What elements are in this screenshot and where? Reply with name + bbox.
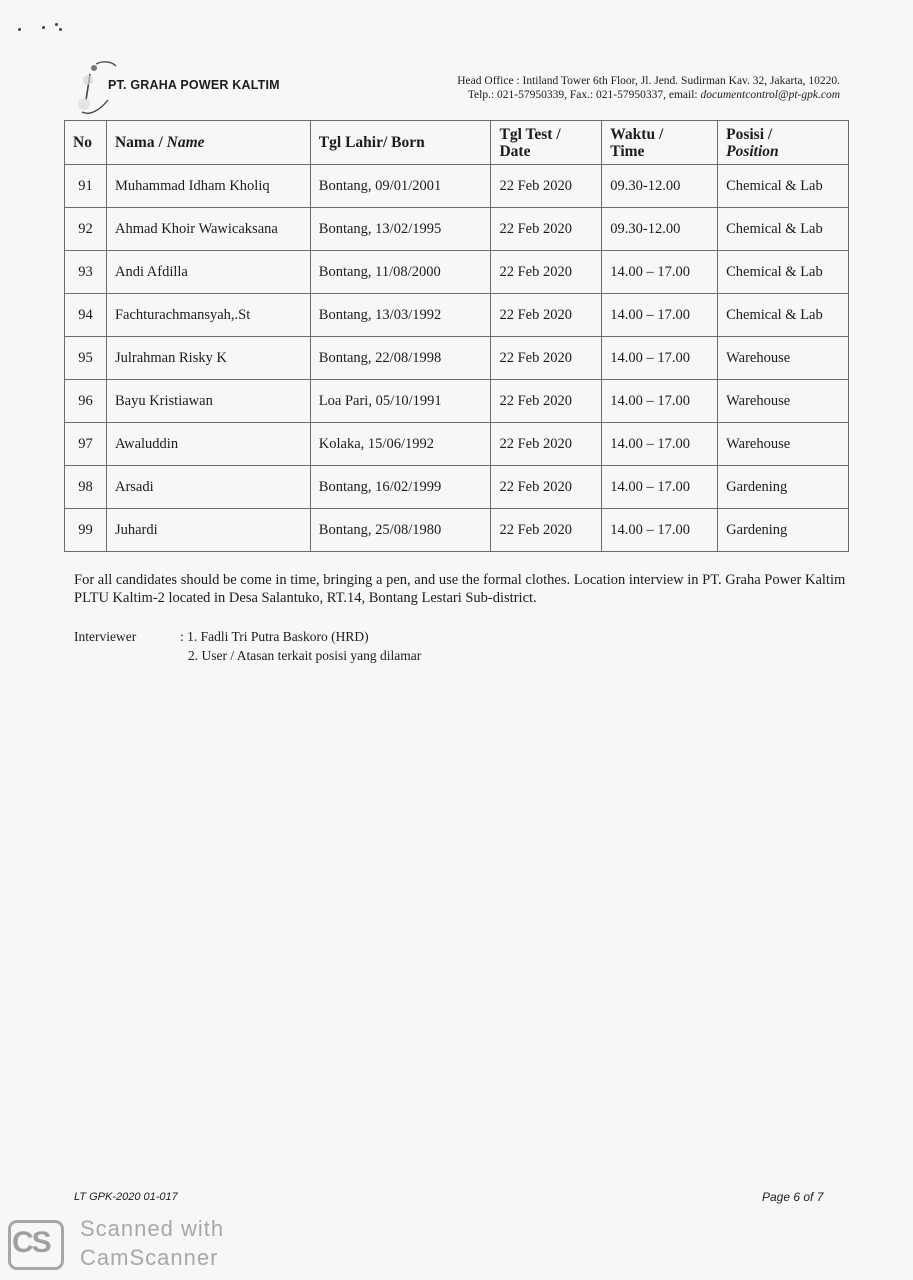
cell-no: 94 <box>65 294 107 337</box>
cell-time: 14.00 – 17.00 <box>602 423 718 466</box>
column-header-name <box>106 121 310 165</box>
cell-time: 09.30-12.00 <box>602 208 718 251</box>
table-row <box>65 337 849 380</box>
cell-time: 14.00 – 17.00 <box>602 294 718 337</box>
cell-born: Bontang, 13/03/1992 <box>310 294 491 337</box>
page-number: Page 6 of 7 <box>762 1190 824 1204</box>
table-header-row <box>65 121 849 165</box>
column-header-date-en: Date <box>499 142 531 160</box>
cell-time: 09.30-12.00 <box>602 165 718 208</box>
office-address-line: Head Office : Intiland Tower 6th Floor, Jl. Jend. Sudirman Kav. 32, Jakarta, 10220. <box>457 75 840 87</box>
cell-name: Bayu Kristiawan <box>106 380 310 423</box>
cell-name: Muhammad Idham Kholiq <box>106 165 310 208</box>
cell-date: 22 Feb 2020 <box>491 466 602 509</box>
column-header-no: No <box>65 121 107 165</box>
table-row <box>65 380 849 423</box>
cell-time: 14.00 – 17.00 <box>602 337 718 380</box>
cell-born: Bontang, 11/08/2000 <box>310 251 491 294</box>
column-header-date-id: Tgl Test / <box>499 125 561 143</box>
cell-position: Warehouse <box>718 423 849 466</box>
table-row <box>65 423 849 466</box>
cell-born: Bontang, 22/08/1998 <box>310 337 491 380</box>
head-office-address <box>457 74 840 102</box>
cell-born: Loa Pari, 05/10/1991 <box>310 380 491 423</box>
cell-time: 14.00 – 17.00 <box>602 509 718 552</box>
cell-name: Ahmad Khoir Wawicaksana <box>106 208 310 251</box>
interviewer-label: Interviewer <box>74 629 137 644</box>
interviewer-item: 2. User / Atasan terkait posisi yang dilamar <box>188 648 422 663</box>
cell-name: Fachturachmansyah,.St <box>106 294 310 337</box>
table-row <box>65 294 849 337</box>
candidate-instructions: For all candidates should be come in time, bringing a pen, and use the formal clothes. Location interview in PT. Graha Power Kaltim PLTU Kaltim-2 located in Desa Salantuko, RT.14, Bontang Lestari Sub-district. <box>74 572 846 606</box>
cell-no: 93 <box>65 251 107 294</box>
cell-position: Chemical & Lab <box>718 251 849 294</box>
camscanner-logo-text: CS <box>12 1226 50 1259</box>
candidate-schedule-table <box>64 120 849 552</box>
cell-date: 22 Feb 2020 <box>491 251 602 294</box>
cell-time: 14.00 – 17.00 <box>602 380 718 423</box>
company-name: PT. GRAHA POWER KALTIM <box>108 78 280 92</box>
table-row <box>65 165 849 208</box>
cell-date: 22 Feb 2020 <box>491 380 602 423</box>
table-row <box>65 466 849 509</box>
cell-time: 14.00 – 17.00 <box>602 466 718 509</box>
document-code: LT GPK-2020 01-017 <box>74 1191 178 1203</box>
cell-born: Bontang, 09/01/2001 <box>310 165 491 208</box>
office-email: documentcontrol@pt-gpk.com <box>700 89 840 101</box>
column-header-position-id: Posisi / <box>726 125 773 143</box>
cell-position: Warehouse <box>718 337 849 380</box>
camscanner-watermark <box>8 1212 248 1274</box>
cell-born: Bontang, 25/08/1980 <box>310 509 491 552</box>
cell-position: Chemical & Lab <box>718 208 849 251</box>
scan-specks <box>18 22 78 36</box>
interviewer-list <box>180 627 421 665</box>
column-header-name-en: Name <box>166 134 205 151</box>
cell-name: Julrahman Risky K <box>106 337 310 380</box>
office-phone-fax: Telp.: 021-57950339, Fax.: 021-57950337, email: <box>467 89 701 101</box>
cell-position: Chemical & Lab <box>718 294 849 337</box>
cell-date: 22 Feb 2020 <box>491 208 602 251</box>
column-header-name-id: Nama / <box>114 134 167 151</box>
cell-no: 91 <box>65 165 107 208</box>
column-header-position-en: Position <box>726 142 779 160</box>
cell-name: Andi Afdilla <box>106 251 310 294</box>
cell-date: 22 Feb 2020 <box>491 165 602 208</box>
column-header-time-en: Time <box>610 142 645 160</box>
cell-no: 99 <box>65 509 107 552</box>
table-row <box>65 509 849 552</box>
office-contact-line <box>457 88 840 102</box>
letterhead <box>62 56 852 118</box>
cell-name: Awaluddin <box>106 423 310 466</box>
interviewer-item: : 1. Fadli Tri Putra Baskoro (HRD) <box>180 629 369 644</box>
cell-date: 22 Feb 2020 <box>491 423 602 466</box>
column-header-date <box>491 121 602 165</box>
cell-time: 14.00 – 17.00 <box>602 251 718 294</box>
table-row <box>65 208 849 251</box>
cell-position: Chemical & Lab <box>718 165 849 208</box>
cell-no: 92 <box>65 208 107 251</box>
cell-name: Arsadi <box>106 466 310 509</box>
cell-no: 97 <box>65 423 107 466</box>
cell-position: Gardening <box>718 509 849 552</box>
watermark-line-1: Scanned with <box>80 1216 225 1241</box>
watermark-line-2: CamScanner <box>80 1245 219 1270</box>
cell-born: Bontang, 13/02/1995 <box>310 208 491 251</box>
cell-no: 96 <box>65 380 107 423</box>
cell-position: Gardening <box>718 466 849 509</box>
cell-name: Juhardi <box>106 509 310 552</box>
cell-no: 95 <box>65 337 107 380</box>
cell-date: 22 Feb 2020 <box>491 294 602 337</box>
cell-born: Kolaka, 15/06/1992 <box>310 423 491 466</box>
cell-position: Warehouse <box>718 380 849 423</box>
column-header-born: Tgl Lahir/ Born <box>310 121 491 165</box>
cell-no: 98 <box>65 466 107 509</box>
cell-date: 22 Feb 2020 <box>491 337 602 380</box>
column-header-time-id: Waktu / <box>610 125 664 143</box>
column-header-position <box>718 121 849 165</box>
table-row <box>65 251 849 294</box>
column-header-time <box>602 121 718 165</box>
cell-born: Bontang, 16/02/1999 <box>310 466 491 509</box>
cell-date: 22 Feb 2020 <box>491 509 602 552</box>
